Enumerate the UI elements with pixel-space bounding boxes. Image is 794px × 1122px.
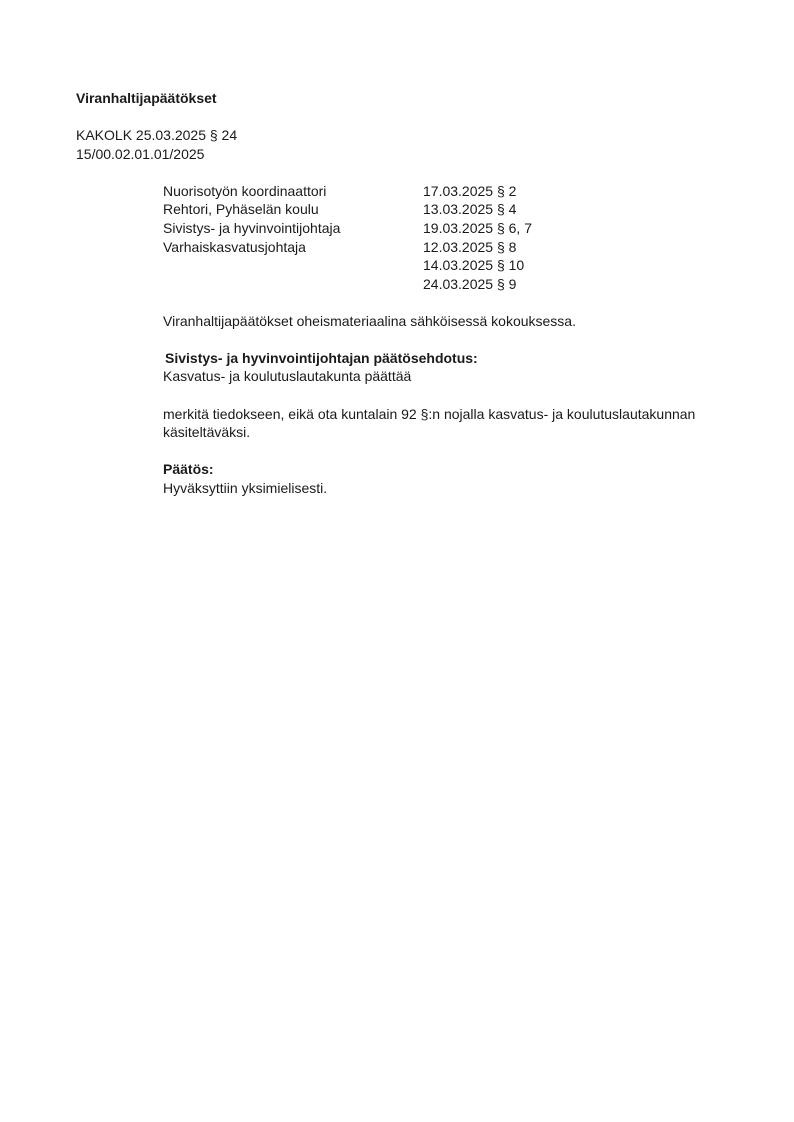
proposal-intro: Kasvatus- ja koulutuslautakunta päättää	[163, 368, 412, 384]
decision-date: 24.03.2025 § 9	[423, 276, 517, 292]
decision-date: 12.03.2025 § 8	[423, 239, 517, 255]
proposal-body: merkitä tiedokseen, eikä ota kuntalain 92 §:n nojalla kasvatus- ja koulutuslautakunnan käsiteltäväksi.	[163, 406, 696, 440]
decision-official: Sivistys- ja hyvinvointijohtaja	[163, 220, 341, 236]
decision-date: 13.03.2025 § 4	[423, 201, 517, 217]
document-heading: Viranhaltijapäätökset	[76, 90, 217, 106]
decision-official: Varhaiskasvatusjohtaja	[163, 239, 306, 255]
decision-official: Rehtori, Pyhäselän koulu	[163, 201, 319, 217]
decision-date: 19.03.2025 § 6, 7	[423, 220, 532, 236]
decision-date: 17.03.2025 § 2	[423, 183, 517, 199]
decision-official: Nuorisotyön koordinaattori	[163, 183, 327, 199]
decision-text: Hyväksyttiin yksimielisesti.	[163, 480, 328, 496]
record-number: 15/00.02.01.01/2025	[76, 146, 205, 162]
decision-date: 14.03.2025 § 10	[423, 257, 525, 273]
decision-heading: Päätös:	[163, 461, 214, 477]
attachment-note: Viranhaltijapäätökset oheismateriaalina sähköisessä kokouksessa.	[163, 313, 576, 329]
meeting-reference: KAKOLK 25.03.2025 § 24	[76, 127, 238, 143]
proposal-heading: Sivistys- ja hyvinvointijohtajan päätösehdotus:	[165, 350, 478, 366]
